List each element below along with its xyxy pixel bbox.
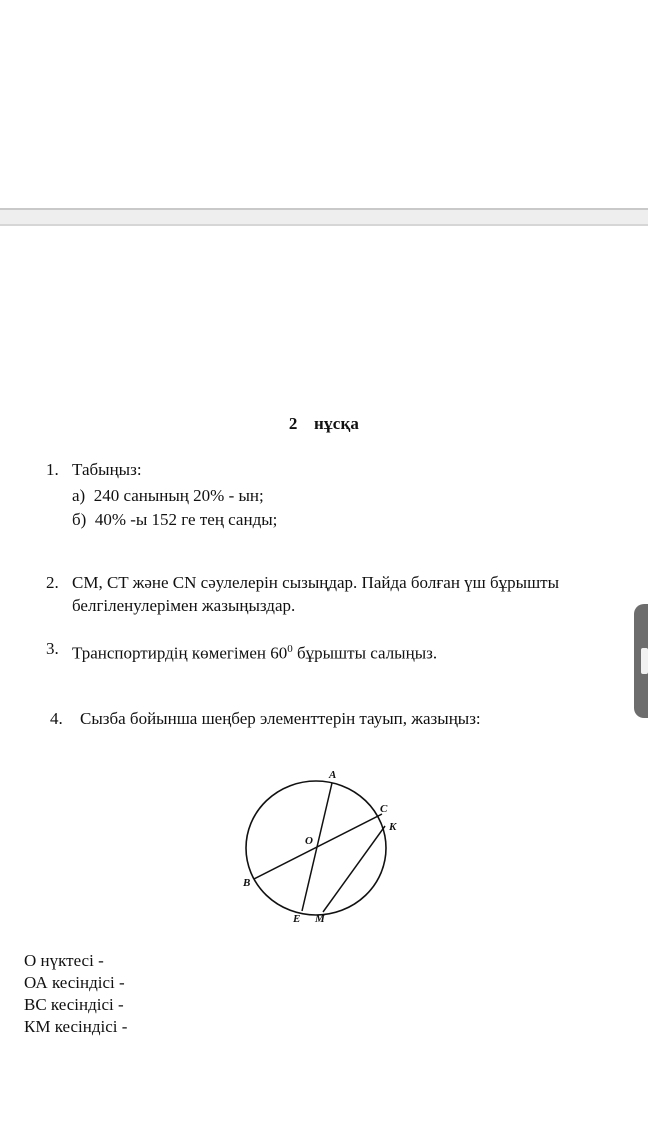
task-1-number: 1. — [46, 460, 59, 479]
task-4-text: Сызба бойынша шеңбер элементтерін тауып, жазыңыз: — [80, 709, 481, 728]
answer-line-1: О нүктесі - — [24, 951, 104, 970]
task-4-number: 4. — [50, 709, 63, 728]
answer-line-3: ВС кесіндісі - — [24, 995, 124, 1014]
label-b: B — [243, 877, 251, 889]
page-separator — [0, 208, 648, 226]
task-1-item-a-label: а) — [72, 486, 86, 505]
task-1-item-b-text: 40% -ы 152 ге тең санды; — [94, 510, 278, 529]
label-k: K — [389, 821, 397, 833]
task-3-text-after: бұрышты салыңыз. — [292, 643, 438, 663]
side-panel-handle-icon — [641, 648, 648, 674]
diameter-bc — [254, 814, 382, 879]
variant-number: 2 — [288, 414, 298, 433]
label-m: M — [315, 913, 325, 925]
task-1-item-a — [72, 485, 264, 507]
label-a: A — [329, 769, 337, 781]
label-e: E — [293, 913, 301, 925]
answer-line-2: ОА кесіндісі - — [24, 973, 125, 992]
task-3-text — [72, 638, 437, 665]
task-1-item-b — [72, 509, 277, 531]
label-o: O — [305, 835, 313, 847]
task-1-item-b-label: б) — [72, 510, 87, 529]
task-2-line-2: белгіленулерімен жазыңыздар. — [72, 596, 296, 615]
circle-diagram — [230, 762, 420, 932]
task-3-number: 3. — [46, 639, 59, 658]
task-2-line-1: CM, CT және CN сәулелерін сызыңдар. Пайда болған үш бұрышты — [72, 573, 560, 592]
page-top-blank — [0, 0, 648, 208]
task-3-text-before: Транспортирдің көмегімен 60 — [72, 643, 288, 663]
task-1-item-a-text: 240 санының 20% - ын; — [93, 486, 264, 505]
task-1-text: Табыңыз: — [72, 460, 142, 479]
variant-title — [0, 414, 648, 434]
task-2-number: 2. — [46, 573, 59, 592]
task-3-degree-superscript: 0 — [287, 643, 293, 655]
variant-word: нұсқа — [314, 414, 360, 433]
label-c: C — [380, 803, 388, 815]
answer-line-4: КМ кесіндісі - — [24, 1017, 128, 1036]
